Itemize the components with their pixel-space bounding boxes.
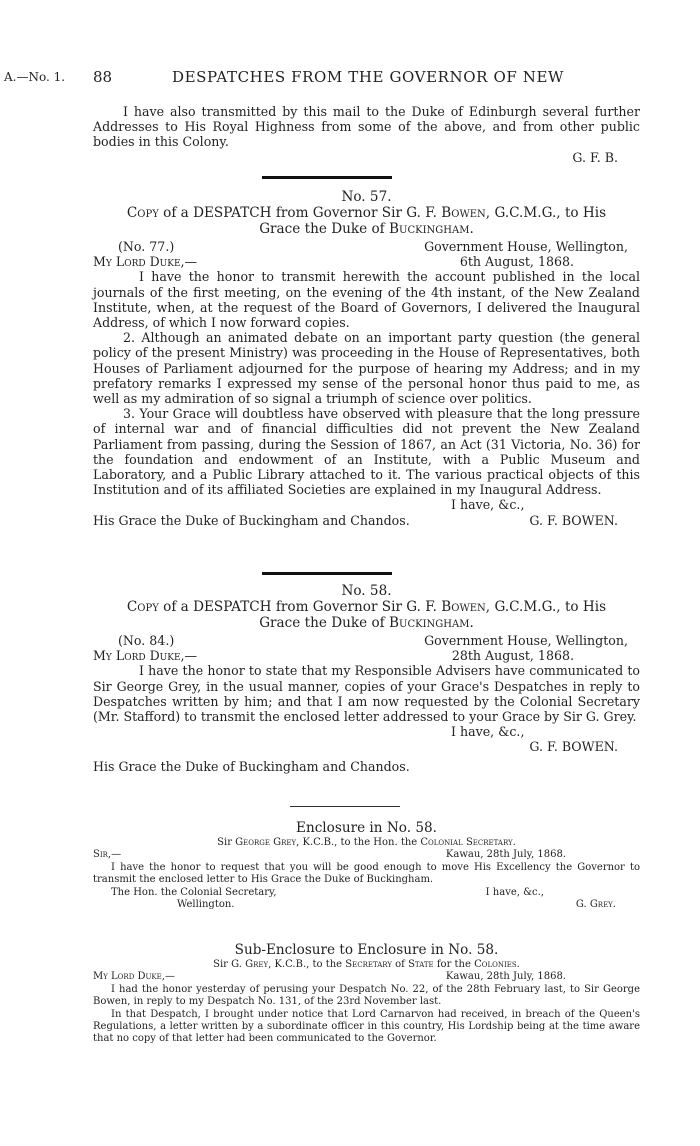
enclosure-58 — [93, 820, 640, 911]
section-divider — [262, 572, 392, 575]
intro-block — [93, 104, 640, 165]
intro-initials: G. F. B. — [572, 149, 618, 165]
salutation: My Lord Duke,— — [93, 971, 175, 983]
addressee-place: Wellington. — [177, 899, 235, 911]
place-line: Government House, Wellington, — [424, 633, 628, 648]
sub-enclosure-heading: Sub-Enclosure to Enclosure in No. 58. — [234, 942, 499, 958]
enclosure-closing-line — [93, 887, 640, 899]
place-date: Kawau, 28th July, 1868. — [445, 971, 566, 983]
place-line: Government House, Wellington, — [424, 239, 628, 254]
salutation: My Lord Duke,— — [93, 648, 198, 664]
reference-line — [93, 239, 640, 254]
signature: G. F. BOWEN. — [529, 739, 618, 755]
despatch-57 — [93, 189, 640, 528]
document-reference: A.—No. 1. — [4, 70, 66, 84]
sub-enclosure-paragraph-2: In that Despatch, I brought under notice that Lord Carnarvon had received, in breach of the Queen's Regulations, a letter written by a subordinate officer in this country, His Lordship being at the time aware that no copy of that letter had been communicated to the Governor. — [93, 1008, 640, 1045]
despatch-title: Copy of a DESPATCH from Governor Sir G. F. Bowen, G.C.M.G., to His Grace the Duke of Buckingham. — [126, 205, 607, 237]
place-date: Kawau, 28th July, 1868. — [445, 849, 566, 861]
enclosure-paragraph: I have the honor to request that you will be good enough to move His Excellency the Governor to transmit the enclosed letter to His Grace the Duke of Buckingham. — [93, 861, 640, 886]
section-divider — [262, 176, 392, 179]
signature: G. F. BOWEN. — [529, 512, 618, 528]
paragraph-1: I have the honor to state that my Responsible Advisers have communicated to Sir George Grey, in the usual manner, copies of your Grace's Despatches in reply to Despatches written by him; and that I am now requested by the Colonial Secretary (Mr. Stafford) to transmit the enclosed letter addressed to your Grace by Sir G. Grey. — [93, 663, 640, 725]
sub-enclosure-58 — [93, 942, 640, 1046]
despatch-number: No. 58. — [341, 583, 392, 599]
closing: I have, &c., — [485, 886, 544, 898]
sub-enclosure-from-line: Sir G. Grey, K.C.B., to the Secretary of State for the Colonies. — [213, 959, 520, 970]
signature: G. Grey. — [575, 899, 616, 911]
closing: I have, &c., — [451, 724, 525, 740]
addressee: His Grace the Duke of Buckingham and Chandos. — [93, 512, 410, 528]
despatch-title: Copy of a DESPATCH from Governor Sir G. F. Bowen, G.C.M.G., to His Grace the Duke of Buckingham. — [126, 599, 607, 631]
enclosure-salutation-line — [93, 849, 640, 861]
salutation: My Lord Duke,— — [93, 254, 198, 270]
paragraph-1: I have the honor to transmit herewith the account published in the local journals of the first meeting, on the evening of the 4th instant, of the New Zealand Institute, when, at the request of the Board of Governors, I delivered the Inaugural Address, of which I now forward copies. — [93, 269, 640, 331]
addressee: His Grace the Duke of Buckingham and Chandos. — [93, 758, 410, 774]
enclosure-signature-line — [93, 899, 640, 911]
despatch-number: No. 57. — [341, 189, 392, 205]
thin-divider — [290, 806, 400, 807]
reference-line — [93, 633, 640, 648]
addressee-signature-line — [93, 513, 640, 528]
despatch-58 — [93, 583, 640, 774]
salutation: Sir,— — [93, 849, 122, 861]
sub-enclosure-salutation-line — [93, 971, 640, 983]
salutation-line — [93, 648, 640, 663]
despatch-date: 28th August, 1868. — [451, 648, 574, 664]
addressee: The Hon. the Colonial Secretary, — [111, 886, 277, 898]
salutation-line — [93, 254, 640, 269]
paragraph-3: 3. Your Grace will doubtless have observed with pleasure that the long pressure of internal war and of financial difficulties did not prevent the New Zealand Parliament from passing, during the Session of 1867, an Act (31 Victoria, No. 36) for the foundation and endowment of an Institute, with a Public Museum and Laboratory, and a Public Library attached to it. The various practical objects of this Institution and of its affiliated Societies are explained in my Inaugural Address. — [93, 406, 640, 498]
enclosure-from-line: Sir George Grey, K.C.B., to the Hon. the Colonial Secretary. — [217, 837, 516, 848]
despatch-ref-number: (No. 77.) — [118, 239, 175, 254]
intro-paragraph: I have also transmitted by this mail to the Duke of Edinburgh several further Addresses to His Royal Highness from some of the above, and from other public bodies in this Colony. — [93, 104, 640, 150]
closing: I have, &c., — [451, 497, 525, 513]
page-number: 88 — [93, 68, 113, 86]
paragraph-2: 2. Although an animated debate on an important party question (the general policy of the present Ministry) was proceeding in the House of Representatives, both Houses of Parliament adjourned for the purpose of hearing my Address; and in my prefatory remarks I expressed my sense of the personal honor thus paid to me, as well as my admiration of so signal a triumph of science over politics. — [93, 330, 640, 407]
despatch-date: 6th August, 1868. — [459, 254, 574, 270]
page-header — [0, 68, 700, 92]
despatch-ref-number: (No. 84.) — [118, 633, 175, 648]
enclosure-heading: Enclosure in No. 58. — [296, 820, 437, 836]
sub-enclosure-paragraph-1: I had the honor yesterday of perusing your Despatch No. 22, of the 28th February last, to Sir George Bowen, in reply to my Despatch No. 131, of the 23rd November last. — [93, 983, 640, 1008]
running-title: DESPATCHES FROM THE GOVERNOR OF NEW — [172, 68, 565, 86]
